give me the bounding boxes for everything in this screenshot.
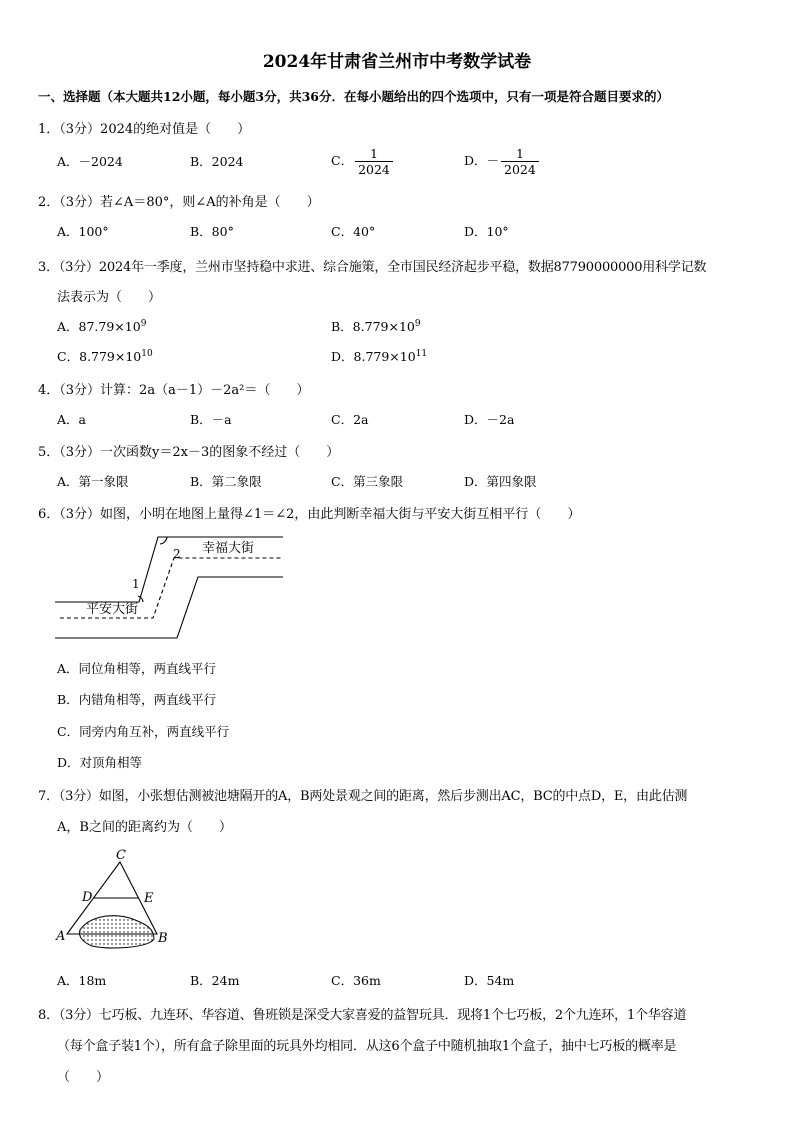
triangle-pond-figure — [50, 842, 180, 952]
q2-option-c: C．40° — [331, 224, 376, 239]
q7-option-a: A．18m — [57, 973, 107, 988]
q1-option-c — [331, 146, 393, 177]
vertex-c-label: C — [116, 848, 126, 863]
section-heading: 一、选择题（本大题共12小题，每小题3分，共36分．在每小题给出的四个选项中，只有一项是符合题目要求的） — [38, 89, 669, 104]
xingfu-street-label: 幸福大街 — [202, 541, 255, 556]
question-3-stem-line1: 3．（3分）2024年一季度，兰州市坚持稳中求进、综合施策，全市国民经济起步平稳，数据87790000000用科学记数 — [38, 260, 707, 275]
question-5-stem: 5．（3分）一次函数y＝2x－3的图象不经过（ ） — [38, 445, 340, 460]
page-title: 2024年甘肃省兰州市中考数学试卷 — [262, 52, 532, 72]
point-e-label: E — [144, 891, 154, 906]
q2-option-a: A．100° — [57, 224, 109, 239]
question-2-stem: 2．（3分）若∠A＝80°，则∠A的补角是（ ） — [38, 195, 320, 210]
vertex-a-label: A — [56, 929, 66, 944]
fraction-denominator: 2024 — [504, 162, 536, 177]
angle-2-arc — [160, 537, 167, 544]
question-3-stem-line2: 法表示为（ ） — [57, 290, 162, 305]
fraction-numerator: 1 — [501, 146, 539, 162]
q3-option-c-exponent: 10 — [141, 348, 153, 359]
q4-option-c: C．2a — [331, 412, 369, 427]
q6-option-d: D．对顶角相等 — [57, 755, 143, 770]
q6-option-b: B．内错角相等，两直线平行 — [57, 692, 217, 707]
q4-option-a: A．a — [57, 412, 86, 427]
q3-option-a-base: A．87.79×10 — [57, 319, 141, 334]
q5-option-c: C．第三象限 — [331, 474, 404, 489]
q1-option-b: B．2024 — [190, 154, 244, 169]
q3-option-b-exponent: 9 — [414, 318, 421, 329]
q3-option-b-base: B．8.779×10 — [331, 319, 415, 334]
question-6-stem: 6．（3分）如图，小明在地图上量得∠1＝∠2，由此判断幸福大街与平安大街互相平行（ ） — [38, 507, 581, 522]
q5-option-b: B．第二象限 — [190, 474, 262, 489]
q5-option-d: D．第四象限 — [464, 474, 537, 489]
question-7-stem-line2: A，B之间的距离约为（ ） — [57, 820, 232, 835]
q6-option-a: A．同位角相等，两直线平行 — [57, 661, 217, 676]
question-8-stem-line3: （ ） — [57, 1070, 110, 1085]
q7-option-d: D．54m — [464, 973, 515, 988]
pingan-street-label: 平安大街 — [86, 602, 139, 617]
q3-option-d-exponent: 11 — [415, 348, 428, 359]
question-8-stem-line2: （每个盒子装1个），所有盒子除里面的玩具外均相同．从这6个盒子中随机抽取1个盒子，抽中七巧板的概率是 — [57, 1039, 677, 1054]
q5-option-a: A．第一象限 — [57, 474, 129, 489]
q2-option-d: D．10° — [464, 224, 509, 239]
q1-option-d-fraction — [501, 146, 539, 177]
q1-option-c-prefix: C． — [331, 153, 354, 168]
angle-2-label: 2 — [173, 547, 181, 561]
q1-option-d — [464, 146, 539, 177]
q7-option-b: B．24m — [190, 973, 240, 988]
q4-option-b: B．－a — [190, 412, 232, 427]
fraction-numerator: 1 — [355, 146, 393, 162]
q4-option-d: D．－2a — [464, 412, 515, 427]
question-7-stem-line1: 7．（3分）如图，小张想估测被池塘隔开的A，B两处景观之间的距离，然后步测出AC，BC的中点D，E，由此估测 — [38, 789, 688, 804]
vertex-b-label: B — [158, 931, 168, 946]
q1-option-a: A．－2024 — [57, 154, 123, 169]
q1-option-c-fraction — [355, 146, 393, 177]
q1-option-d-prefix: D．－ — [464, 153, 500, 168]
pond-shape — [80, 916, 155, 948]
question-1-stem: 1．（3分）2024的绝对值是（ ） — [38, 122, 251, 137]
point-d-label: D — [82, 890, 93, 905]
fraction-denominator: 2024 — [358, 162, 390, 177]
question-4-stem: 4．（3分）计算：2a（a－1）－2a²＝（ ） — [38, 383, 310, 398]
q7-option-c: C．36m — [331, 973, 381, 988]
q3-option-d-base: D．8.779×10 — [331, 349, 416, 364]
street-map-figure — [50, 530, 290, 645]
q3-option-d — [331, 347, 427, 365]
angle-1-label: 1 — [132, 577, 140, 591]
q3-option-a — [57, 317, 146, 335]
q3-option-c — [57, 347, 153, 365]
question-8-stem-line1: 8．（3分）七巧板、九连环、华容道、鲁班锁是深受大家喜爱的益智玩具．现将1个七巧板，2个九连环，1个华容道 — [38, 1008, 687, 1023]
q3-option-c-base: C．8.779×10 — [57, 349, 142, 364]
q3-option-b — [331, 317, 421, 335]
q2-option-b: B．80° — [190, 224, 234, 239]
q3-option-a-exponent: 9 — [140, 318, 147, 329]
q6-option-c: C．同旁内角互补，两直线平行 — [57, 724, 230, 739]
